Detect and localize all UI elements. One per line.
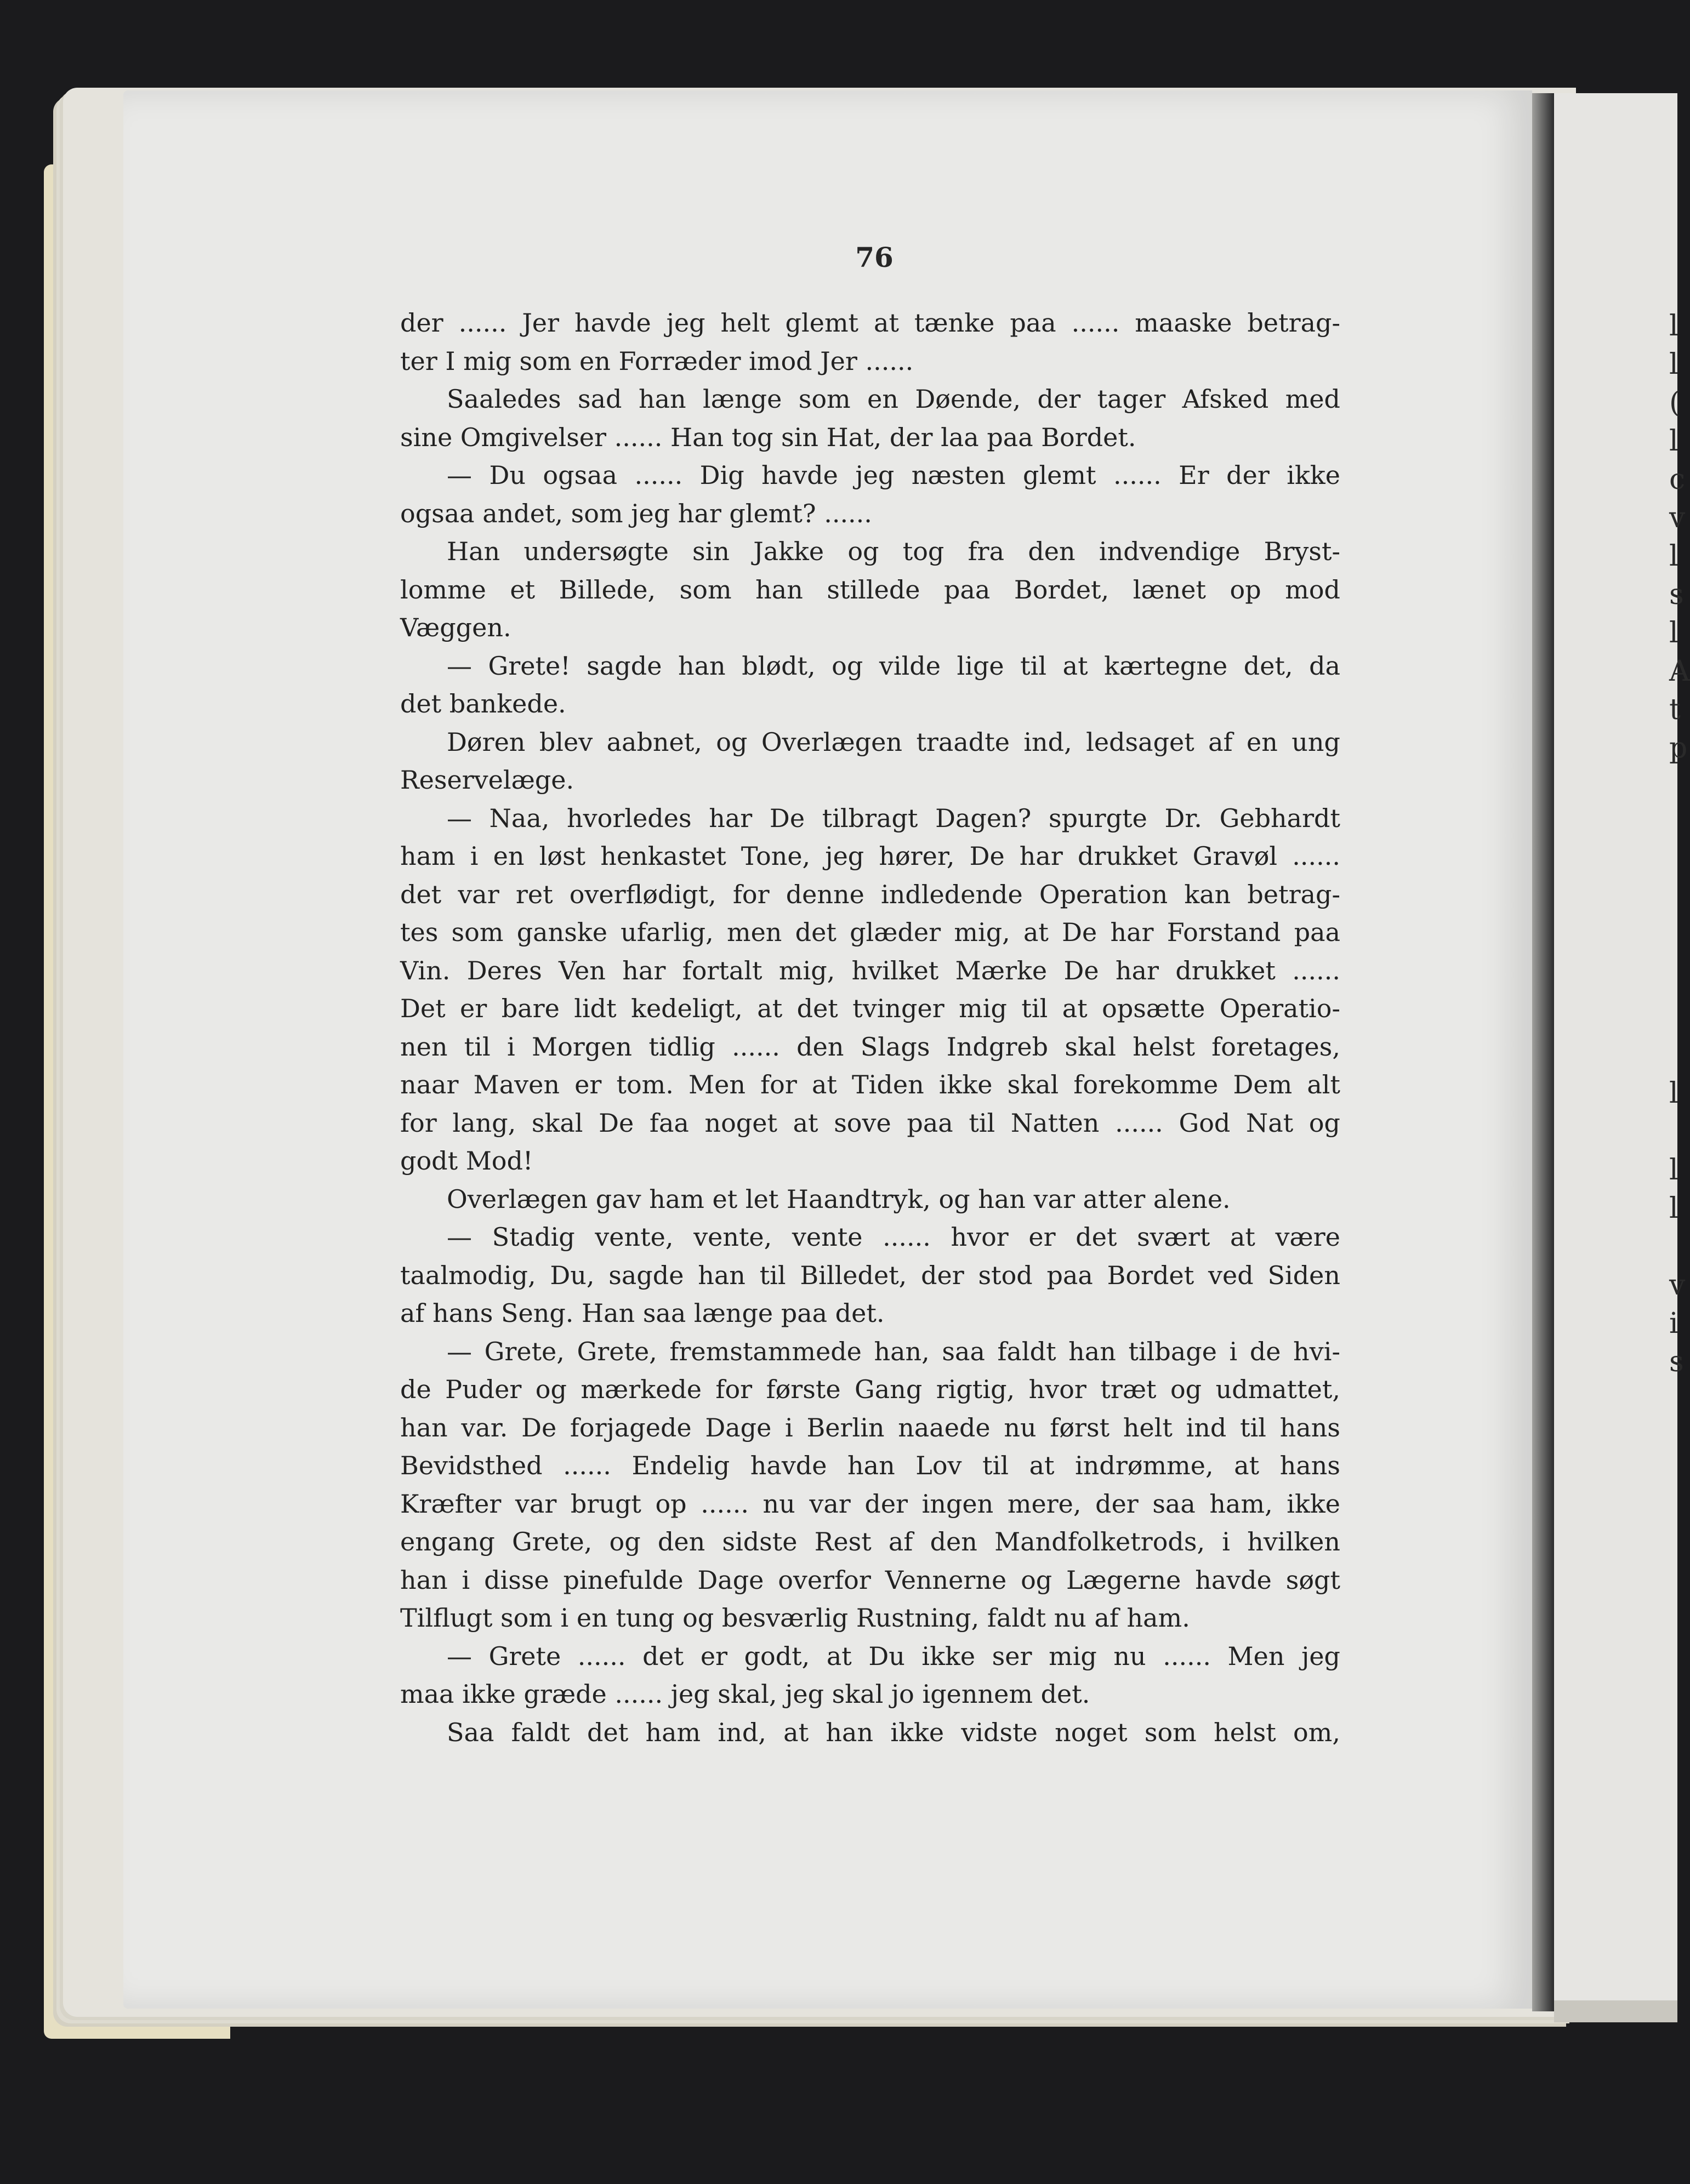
text-line: af hans Seng. Han saa længe paa det. xyxy=(400,1298,885,1328)
right-page-fragment: l xyxy=(1669,425,1678,458)
right-page-fragment xyxy=(1669,844,1680,882)
right-page-fragment: ( xyxy=(1669,386,1681,419)
right-page-fragment xyxy=(1669,921,1680,959)
text-line: ham i en løst henkastet Tone, jeg hører, De har drukket Gravøl ...... xyxy=(400,841,1340,871)
text-line: ter I mig som en Forræder imod Jer ...... xyxy=(400,346,914,376)
right-page-fragment: s xyxy=(1669,578,1684,611)
text-line: Reservelæge. xyxy=(400,765,574,795)
text-line: Overlægen gav ham et let Haandtryk, og han var atter alene. xyxy=(447,1184,1231,1214)
text-line: lomme et Billede, som han stillede paa Bordet, lænet op mod xyxy=(400,574,1340,605)
text-line: Kræfter var brugt op ...... nu var der ingen mere, der saa ham, ikke xyxy=(400,1489,1340,1519)
text-line: Saaledes sad han længe som en Døende, der tager Afsked med xyxy=(447,384,1340,414)
text-line: det var ret overflødigt, for denne indledende Operation kan betrag- xyxy=(400,879,1340,909)
text-line: Han undersøgte sin Jakke og tog fra den indvendige Bryst- xyxy=(447,537,1340,566)
text-line: han i disse pinefulde Dage overfor Vennerne og Lægerne havde søgt xyxy=(400,1565,1340,1595)
right-page-fragment: l xyxy=(1669,1077,1678,1110)
right-page-fragment xyxy=(1669,767,1680,806)
right-page-fragment: c xyxy=(1669,463,1686,496)
right-page-fragment: p xyxy=(1669,732,1688,765)
right-page-fragment: t xyxy=(1669,693,1681,726)
text-line: — Du ogsaa ...... Dig havde jeg næsten glemt ...... Er der ikke xyxy=(447,460,1340,490)
book-gutter xyxy=(1532,93,1554,2011)
text-line: han var. De forjagede Dage i Berlin naaede nu først helt ind til hans xyxy=(400,1412,1340,1442)
body-text xyxy=(400,304,1340,1752)
right-page-text-fragments xyxy=(1669,307,1690,1381)
right-page-fragment xyxy=(1669,997,1680,1036)
text-line: Døren blev aabnet, og Overlægen traadte ind, ledsaget af en ung xyxy=(447,727,1340,757)
right-page-fragment: s xyxy=(1669,1345,1684,1378)
text-line: ogsaa andet, som jeg har glemt? ...... xyxy=(400,498,872,528)
right-page-fragment: l xyxy=(1669,348,1678,381)
text-line: godt Mod! xyxy=(400,1146,533,1176)
text-line: Tilflugt som i en tung og besværlig Rustning, faldt nu af ham. xyxy=(400,1603,1190,1633)
right-page-fragment xyxy=(1669,806,1680,844)
text-line: Væggen. xyxy=(400,613,511,642)
text-line: — Grete ...... det er godt, at Du ikke ser mig nu ...... Men jeg xyxy=(447,1641,1340,1671)
text-line: — Naa, hvorledes har De tilbragt Dagen? spurgte Dr. Gebhardt xyxy=(447,803,1340,833)
text-line: tes som ganske ufarlig, men det glæder mig, at De har Forstand paa xyxy=(400,917,1340,947)
text-line: maa ikke græde ...... jeg skal, jeg skal jo igennem det. xyxy=(400,1679,1090,1709)
text-line: — Grete! sagde han blødt, og vilde lige til at kærtegne det, da xyxy=(447,651,1340,681)
text-line: det bankede. xyxy=(400,689,566,719)
page-number: 76 xyxy=(855,241,894,273)
right-page-fragment: i xyxy=(1669,1307,1678,1340)
right-page-fragment xyxy=(1669,1228,1680,1266)
text-line: nen til i Morgen tidlig ...... den Slags Indgreb skal helst foretages, xyxy=(400,1031,1340,1062)
right-page-fragment xyxy=(1669,959,1680,997)
text-line: Saa faldt det ham ind, at han ikke vidste noget som helst om, xyxy=(447,1717,1340,1747)
text-line: engang Grete, og den sidste Rest af den Mandfolketrods, i hvilken xyxy=(400,1527,1340,1556)
right-page-fragment: l xyxy=(1669,617,1678,649)
right-page-fragment: A xyxy=(1669,655,1690,688)
text-line: Bevidsthed ...... Endelig havde han Lov til at indrømme, at hans xyxy=(400,1451,1340,1480)
right-page xyxy=(1554,93,1677,2000)
text-line: der ...... Jer havde jeg helt glemt at tænke paa ...... maaske betrag- xyxy=(400,308,1340,338)
right-page-fragment: l xyxy=(1669,1192,1678,1225)
text-line: Vin. Deres Ven har fortalt mig, hvilket Mærke De har drukket ...... xyxy=(400,955,1340,985)
right-page-fragment: l xyxy=(1669,540,1678,573)
text-line: de Puder og mærkede for første Gang rigtig, hvor træt og udmattet, xyxy=(400,1375,1340,1404)
text-line: Det er bare lidt kedeligt, at det tvinger mig til at opsætte Operatio- xyxy=(400,994,1340,1023)
right-page-fragment xyxy=(1669,1113,1680,1151)
right-page-fragment: l xyxy=(1669,310,1678,343)
text-line: — Grete, Grete, fremstammede han, saa faldt han tilbage i de hvi- xyxy=(447,1336,1340,1366)
right-page-edge xyxy=(1554,2000,1677,2022)
right-page-fragment: l xyxy=(1669,1154,1678,1187)
text-line: for lang, skal De faa noget at sove paa til Natten ...... God Nat og xyxy=(400,1108,1340,1138)
text-line: — Stadig vente, vente, vente ...... hvor er det svært at være xyxy=(447,1222,1340,1252)
right-page-fragment xyxy=(1669,1036,1680,1074)
right-page-fragment: v xyxy=(1669,501,1686,534)
text-line: sine Omgivelser ...... Han tog sin Hat, der laa paa Bordet. xyxy=(400,422,1136,452)
right-page-fragment: v xyxy=(1669,1269,1686,1302)
text-line: taalmodig, Du, sagde han til Billedet, der stod paa Bordet ved Siden xyxy=(400,1260,1340,1290)
right-page-fragment xyxy=(1669,882,1680,921)
text-line: naar Maven er tom. Men for at Tiden ikke skal forekomme Dem alt xyxy=(400,1070,1340,1099)
